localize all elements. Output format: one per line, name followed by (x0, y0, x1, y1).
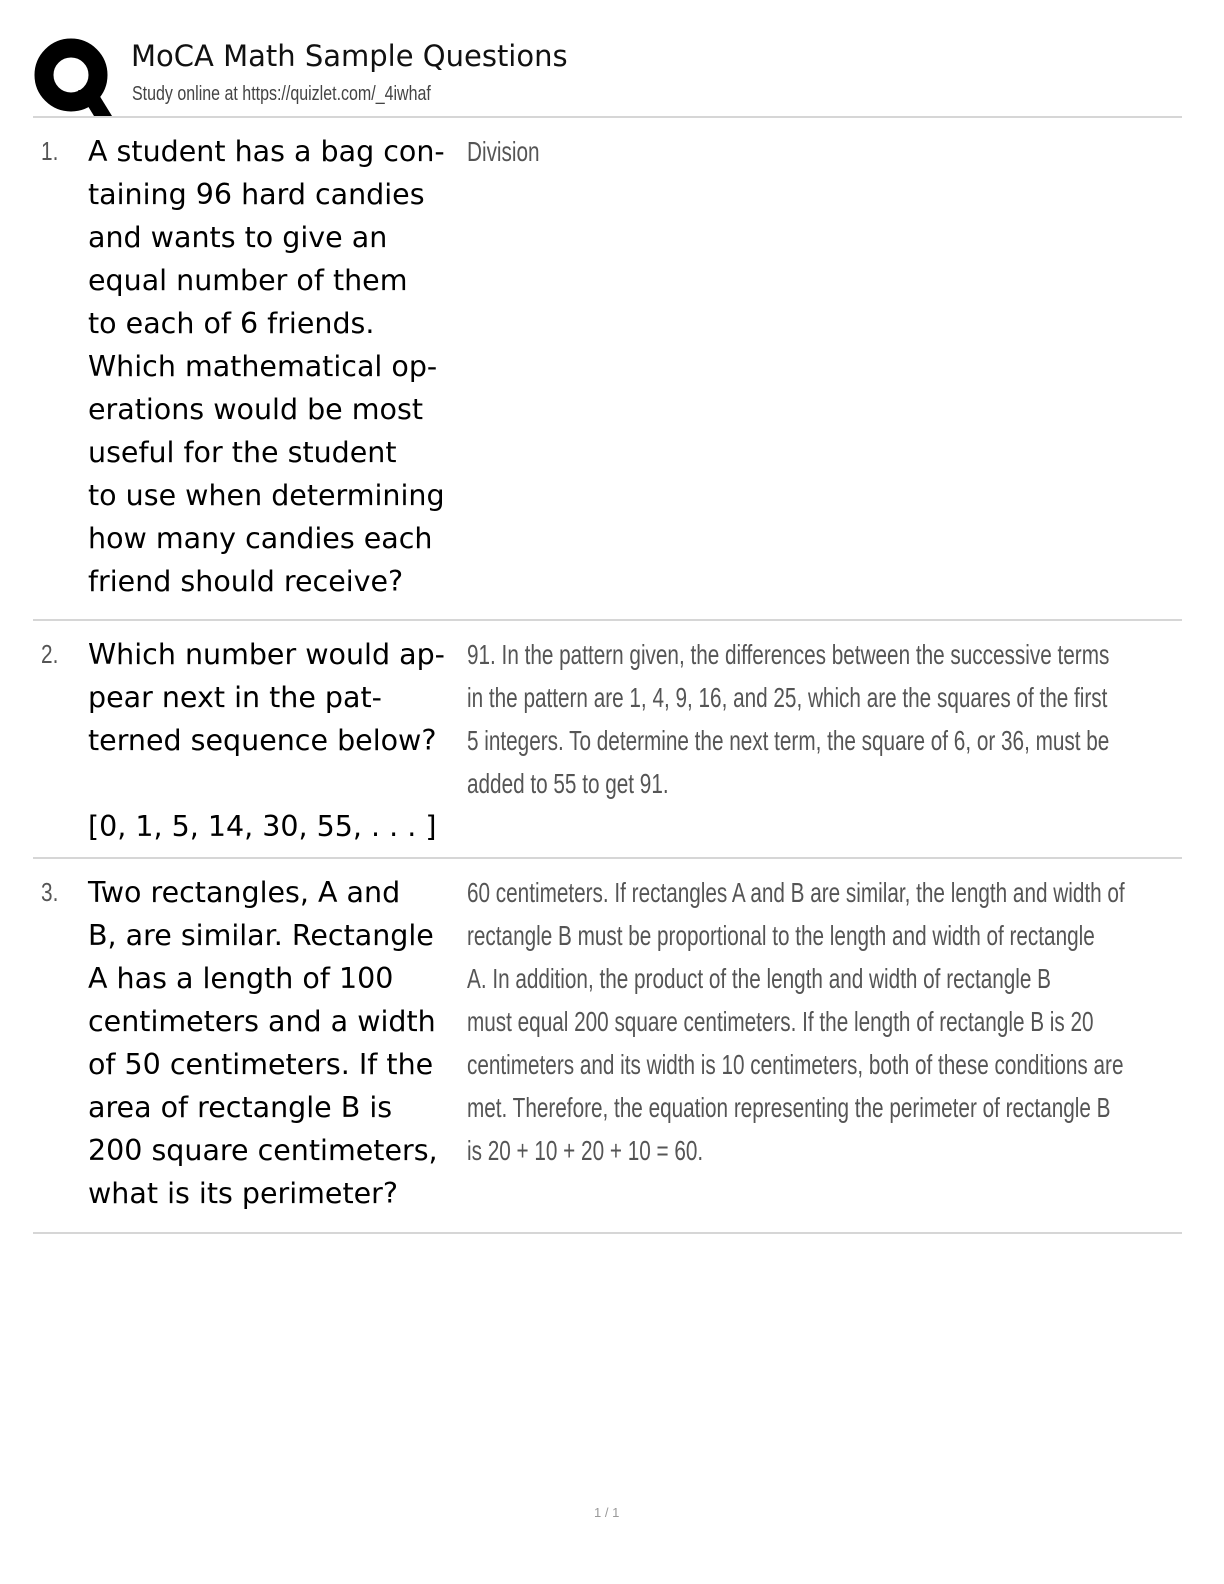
term-line: area of rectangle B is (88, 1091, 393, 1124)
card-definition (467, 633, 1109, 805)
card-divider (33, 619, 1182, 621)
card-number: 3. (41, 877, 59, 907)
page-title: MoCA Math Sample Questions (131, 39, 568, 73)
term-line: to each of 6 friends. (88, 307, 375, 340)
definition-line: 5 integers. To determine the next term, the square of 6, or 36, must be (467, 725, 1110, 756)
term-line: useful for the student (88, 436, 397, 469)
sequence-text: [0, 1, 5, 14, 30, 55, . . . ] (88, 810, 437, 843)
definition-line: is 20 + 10 + 20 + 10 = 60. (467, 1135, 704, 1166)
card-definition (467, 871, 1125, 1172)
term-line: terned sequence below? (88, 724, 437, 757)
card-term (88, 130, 468, 603)
term-spacer (88, 762, 468, 805)
card-term (88, 633, 468, 848)
term-line: erations would be most (88, 393, 424, 426)
term-line: friend should receive? (88, 565, 404, 598)
term-line: 200 square centimeters, (88, 1134, 438, 1167)
card-term (88, 871, 468, 1215)
term-line: and wants to give an (88, 221, 388, 254)
definition-line: must equal 200 square centimeters. If the length of rectangle B is 20 (467, 1006, 1094, 1037)
term-line: taining 96 hard candies (88, 178, 425, 211)
term-line: what is its perimeter? (88, 1177, 399, 1210)
page-number: 1 / 1 (594, 1505, 620, 1520)
term-line: centimeters and a width (88, 1005, 436, 1038)
study-online-link[interactable]: Study online at https://quizlet.com/_4iwhaf (132, 83, 431, 105)
definition-line: rectangle B must be proportional to the length and width of rectangle (467, 920, 1095, 951)
term-line: pear next in the pat- (88, 681, 382, 714)
quizlet-q-logo-icon (34, 38, 114, 118)
header-divider (33, 116, 1182, 118)
term-line: Two rectangles, A and (88, 876, 401, 909)
term-line: A has a length of 100 (88, 962, 394, 995)
card-divider (33, 1232, 1182, 1234)
card-number: 1. (41, 136, 59, 166)
term-line: Which number would ap- (88, 638, 445, 671)
card-number: 2. (41, 639, 59, 669)
definition-line: 91. In the pattern given, the differences between the successive terms (467, 639, 1110, 670)
term-line: equal number of them (88, 264, 408, 297)
term-line: B, are similar. Rectangle (88, 919, 434, 952)
term-line: to use when determining (88, 479, 445, 512)
page-header (34, 34, 1184, 114)
term-line: Which mathematical op- (88, 350, 438, 383)
definition-line: A. In addition, the product of the length and width of rectangle B (467, 963, 1052, 994)
term-line: of 50 centimeters. If the (88, 1048, 434, 1081)
definition-line: centimeters and its width is 10 centimeters, both of these conditions are (467, 1049, 1124, 1080)
definition-line: Division (467, 136, 540, 167)
definition-line: in the pattern are 1, 4, 9, 16, and 25, which are the squares of the first (467, 682, 1108, 713)
card-definition (467, 130, 540, 173)
definition-line: met. Therefore, the equation representing the perimeter of rectangle B (467, 1092, 1111, 1123)
term-line: how many candies each (88, 522, 433, 555)
term-line: A student has a bag con- (88, 135, 445, 168)
card-divider (33, 857, 1182, 859)
definition-line: 60 centimeters. If rectangles A and B are similar, the length and width of (467, 877, 1125, 908)
definition-line: added to 55 to get 91. (467, 768, 669, 799)
